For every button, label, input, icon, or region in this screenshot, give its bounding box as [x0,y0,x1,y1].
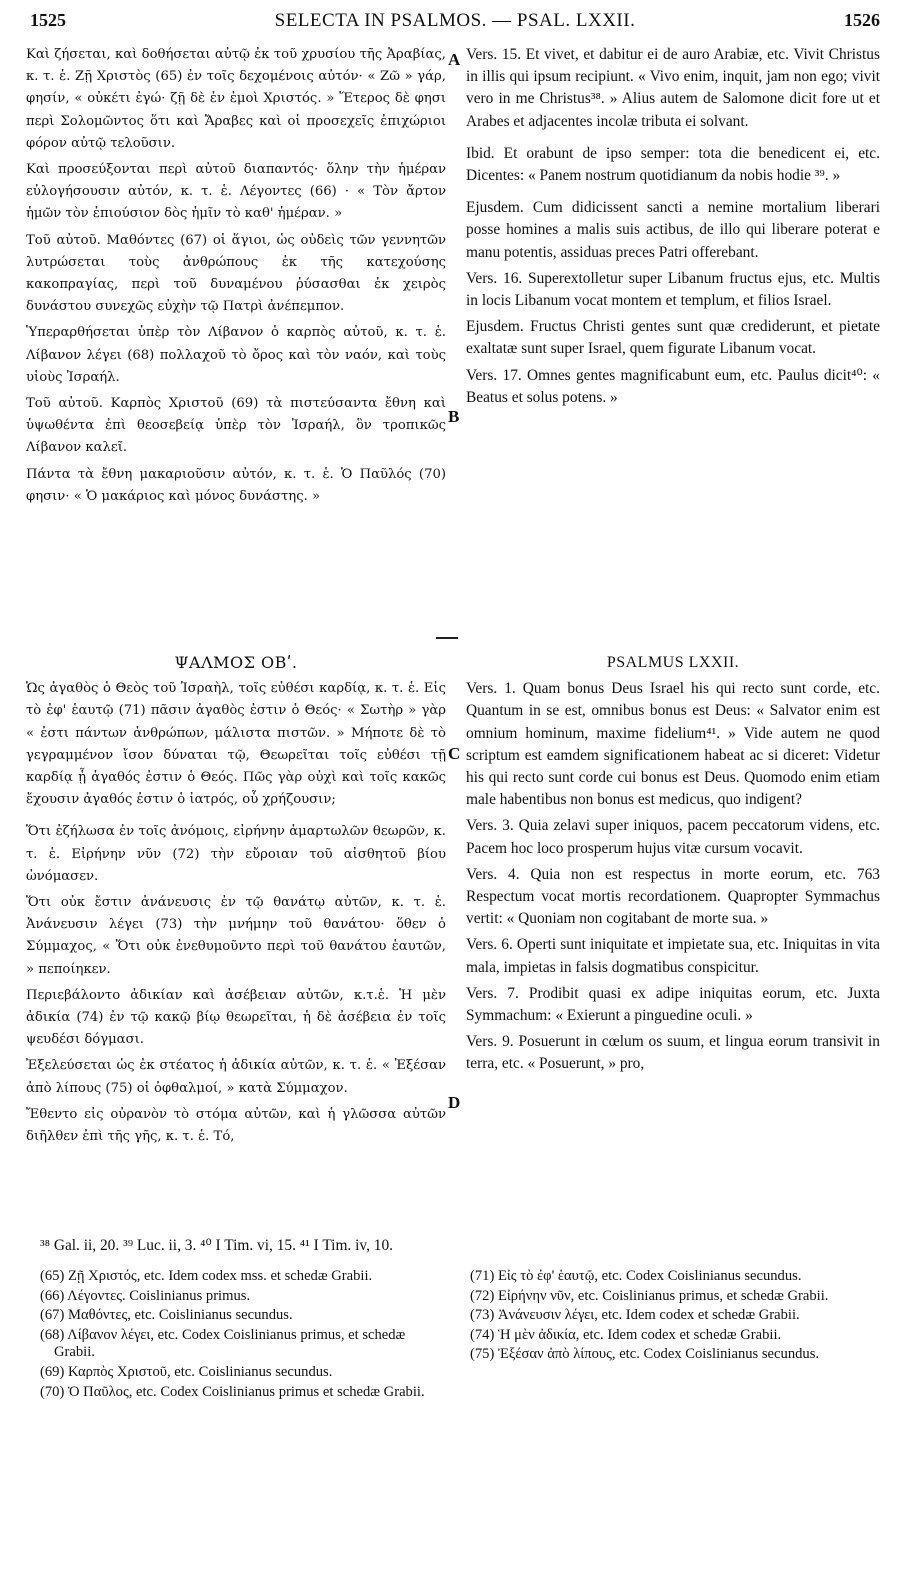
greek-psalm-title: ΨΑΛΜΟΣ ΟΒʹ. [174,653,298,672]
margin-letter-c: C [448,744,461,763]
greek-paragraph: Περιεβάλοντο ἀδικίαν καὶ ἀσέβειαν αὐτῶν, κ.τ.ἑ. Ἡ μὲν ἀδικία (74) ἐν τῷ κακῷ βίῳ θεωρεῖται, ἡ δὲ ἀσέβεια ἐν τοῖς ψευδέσι δόγμασι. [26,987,446,1048]
greek-paragraph: Ὅτι ἐζήλωσα ἐν τοῖς ἀνόμοις, εἰρήνην ἁμαρτωλῶν θεωρῶν, κ. τ. ἑ. Εἰρήνην νῦν (72) τὴν εὔροιαν τοῦ αἰσθητοῦ βίου ὠνόμασεν. [26,824,446,884]
latin-psalm-title: PSALMUS LXXII. [606,654,740,671]
footnote: (67) Μαθόντες, etc. Coislinianus secundus. [40,1307,293,1324]
latin-paragraph: Vers. 15. Et vivet, et dabitur ei de auro Arabiæ, etc. Vivit Christus in illis qui ipsum recipiunt. « Vivo enim, inquit, jam non ego; vivit vero in me Christus³⁸. » Alius autem de Salomone dicit fore ut et Arabes et adjacentes incolæ tributa ei solvant. [466,46,880,130]
greek-paragraph: Ἐξελεύσεται ὡς ἐκ στέατος ἡ ἀδικία αὐτῶν, κ. τ. ἑ. « Ἐξέσαν ἀπὸ λίπους (75) οἱ ὀφθαλμοί, » κατὰ Σύμμαχον. [26,1058,446,1096]
latin-paragraph: Vers. 4. Quia non est respectus in morte eorum, etc. 763 Respectum vocat mortis recordationem. Quapropter Symmachus vertit: « Quoniam non cogitabant de morte sua. » [466,865,880,928]
greek-paragraph: Τοῦ αὐτοῦ. Μαθόντες (67) οἱ ἅγιοι, ὡς οὐδεὶς τῶν γεννητῶν λυτρώσεται τοὺς ἀνθρώπους ἐκ τῆς κατεχούσης κακοπραγίας, περὶ τοῦ δυναμένου ῥύσασθαι ἐκ χειρὸς δυνάστου συνεχῶς εὐχὴν τῷ Πατρὶ ἀνέπεμπον. [26,232,446,315]
greek-paragraph: Καὶ ζήσεται, καὶ δοθήσεται αὐτῷ ἐκ τοῦ χρυσίου τῆς Ἀραβίας, κ. τ. ἑ. Ζῇ Χριστὸς (65) ἐν τοῖς δεχομένοις αὐτόν· « Ζῶ » γάρ, φησίν, « οὐκέτι ἐγώ· ζῇ δὲ ἐν ἐμοὶ Χριστός. » Ἕτερος δὲ φησι περὶ Σολομῶντος ὅτι καὶ Ἄραβες καὶ οἱ προσεχεῖς ἐπιχώριοι φόρον αὐτῷ τελοῦσιν. [26,47,446,151]
greek-paragraph: Πάντα τὰ ἔθνη μακαριοῦσιν αὐτόν, κ. τ. ἑ. Ὁ Παῦλός (70) φησιν· « Ὁ μακάριος καὶ μόνος δυνάστης. » [26,466,446,504]
latin-paragraph: Vers. 3. Quia zelavi super iniquos, pacem peccatorum videns, etc. Pacem hoc loco prosperum hujus vitæ cursum vocavit. [466,817,880,857]
latin-column-top [466,44,880,626]
footnotes-left [40,1268,440,1403]
greek-paragraph: Καὶ προσεύξονται περὶ αὐτοῦ διαπαντός· ὅλην τὴν ἡμέραν εὐλογήσουσιν αὐτόν, κ. τ. ἑ. Λέγοντες (66) · « Τὸν ἄρτον ἡμῶν τὸν ἐπιούσιον δὸς ἡμῖν τὸ καθ' ἡμέραν. » [26,162,446,222]
footnote: (71) Εἰς τὸ ἐφ' ἑαυτῷ, etc. Codex Coislinianus secundus. [470,1268,802,1284]
latin-paragraph: Vers. 17. Omnes gentes magnificabunt eum, etc. Paulus dicit⁴⁰: « Beatus et solus potens. » [466,366,880,406]
greek-paragraph: Ἔθεντο εἰς οὐρανὸν τὸ στόμα αὐτῶν, καὶ ἡ γλῶσσα αὐτῶν διῆλθεν ἐπὶ τῆς γῆς, κ. τ. ἑ. Τό, [26,1106,446,1145]
greek-column-top [26,44,446,626]
running-title: SELECTA IN PSALMOS. — PSAL. LXXII. [274,10,636,31]
greek-column-psalm [26,652,446,1230]
greek-paragraph: Ὅτι οὐκ ἔστιν ἀνάνευσις ἐν τῷ θανάτῳ αὐτῶν, κ. τ. ἑ. Ἀνάνευσιν λέγει (73) τὴν μνήμην τοῦ θανάτου· ὅθεν ὁ Σύμμαχος, « Ὅτι οὐκ ἐνεθυμοῦντο περὶ τοῦ θανάτου ἑαυτῶν, » πεποίηκεν. [26,895,446,977]
section-divider [436,637,458,639]
margin-letter-a: A [448,50,461,69]
latin-paragraph: Vers. 6. Operti sunt iniquitate et impietate sua, etc. Iniquitas in vita mala, impietas in falsis dogmatibus conspicitur. [466,936,880,976]
footnote: (74) Ἡ μὲν ἀδικία, etc. Idem codex et schedæ Grabii. [470,1326,782,1343]
page-number-right: 1526 [844,10,880,30]
footnote: (75) Ἐξέσαν ἀπὸ λίπους, etc. Codex Coislinianus secundus. [470,1346,820,1363]
greek-paragraph: Τοῦ αὐτοῦ. Καρπὸς Χριστοῦ (69) τὰ πιστεύσαντα ἔθνη καὶ ὑψωθέντα ἐπὶ θεοσεβείᾳ ὑπὲρ τὸν Ἰσραήλ, ὃν τροπικῶς Λίβανον καλεῖ. [26,396,446,456]
latin-paragraph: Ejusdem. Cum didicissent sancti a nemine mortalium liberari posse homines a malis suis actibus, de illo qui liberare poterat e manu potentis, assiduas preces Patri offerebant. [466,199,880,261]
scripture-references: ³⁸ Gal. ii, 20. ³⁹ Luc. ii, 3. ⁴⁰ I Tim. vi, 15. ⁴¹ I Tim. iv, 10. [40,1237,394,1254]
latin-paragraph: Vers. 1. Quam bonus Deus Israel his qui recto sunt corde, etc. Quantum in se est, omnibus bonus est Deus: « Salvator enim est omnium hominum, maxime fidelium⁴¹. » Vide autem ne quod scriptum est eamdem significationem habeat ac si diceret: Videtur his qui recto sunt corde cui bonus est Deus. Quomodo enim etiam male habentibus non bonus est medicus, quo indigent? [466,680,880,809]
footnote: (66) Λέγοντες. Coislinianus primus. [40,1287,251,1304]
page-header [30,6,880,36]
latin-paragraph: Vers. 9. Posuerunt in cœlum os suum, et lingua eorum transivit in terra, etc. « Posuerunt, » pro, [466,1033,880,1073]
greek-paragraph: Ὑπεραρθήσεται ὑπὲρ τὸν Λίβανον ὁ καρπὸς αὐτοῦ, κ. τ. ἑ. Λίβανον λέγει (68) πολλαχοῦ τὸ ὄρος καὶ τὸν ναόν, καὶ τοὺς υἱοὺς Ἰσραήλ. [26,325,446,385]
latin-paragraph: Vers. 16. Superextolletur super Libanum fructus ejus, etc. Multis in locis Libanum vocat montem et templum, et filios Israel. [466,269,880,310]
footnote: (70) Ὁ Παῦλος, etc. Codex Coislinianus primus et schedæ Grabii. [40,1383,425,1400]
footnotes-right [470,1268,880,1366]
latin-paragraph: Vers. 7. Prodibit quasi ex adipe iniquitas eorum, etc. Juxta Symmachum: « Exierunt a pinguedine oculi. » [466,984,880,1025]
margin-letter-d: D [448,1093,461,1112]
footnote: (73) Ἀνάνευσιν λέγει, etc. Idem codex et schedæ Grabii. [470,1307,800,1324]
footnote: (68) Λίβανον λέγει, etc. Codex Coislinianus primus, et schedæ Grabii. [40,1326,406,1361]
latin-column-psalm [466,652,880,1230]
footnote: (72) Εἰρήνην νῦν, etc. Coislinianus primus, et schedæ Grabii. [470,1287,829,1304]
latin-paragraph: Ibid. Et orabunt de ipso semper: tota die benedicent ei, etc. Dicentes: « Panem nostrum quotidianum da nobis hodie ³⁹. » [466,144,880,185]
latin-paragraph: Ejusdem. Fructus Christi gentes sunt quæ crediderunt, et pietate exaltatæ sunt super Israel, quem figurate Libanum vocat. [466,318,880,358]
footnote: (65) Ζῇ Χριστός, etc. Idem codex mss. et schedæ Grabii. [40,1268,373,1284]
greek-paragraph: Ὡς ἀγαθὸς ὁ Θεὸς τοῦ Ἰσραὴλ, τοῖς εὐθέσι καρδίᾳ, κ. τ. ἑ. Εἰς τὸ ἐφ' ἑαυτῷ (71) πᾶσιν ἀγαθὸς ἐστιν ὁ Θεός· « Σωτὴρ » γὰρ « ἐστι πάντων ἀνθρώπων, μάλιστα πιστῶν. » Μήποτε δὲ τὸ γεγραμμένον ἴσον δύναται τῷ, Θεωρεῖται τοῖς εὐθέσι τῇ καρδίᾳ ᾗ ἀγαθός ἐστιν ὁ Θεός. Πῶς γὰρ οὐχὶ καὶ τοῖς κακῶς ἔχουσιν ἀγαθός ἐστιν ὁ ἰατρός, οὗ χρήζουσιν; [26,681,446,808]
margin-letter-b: B [448,407,460,426]
footnote: (69) Καρπὸς Χριστοῦ, etc. Coislinianus secundus. [40,1363,333,1380]
page-number-left: 1525 [30,10,66,30]
